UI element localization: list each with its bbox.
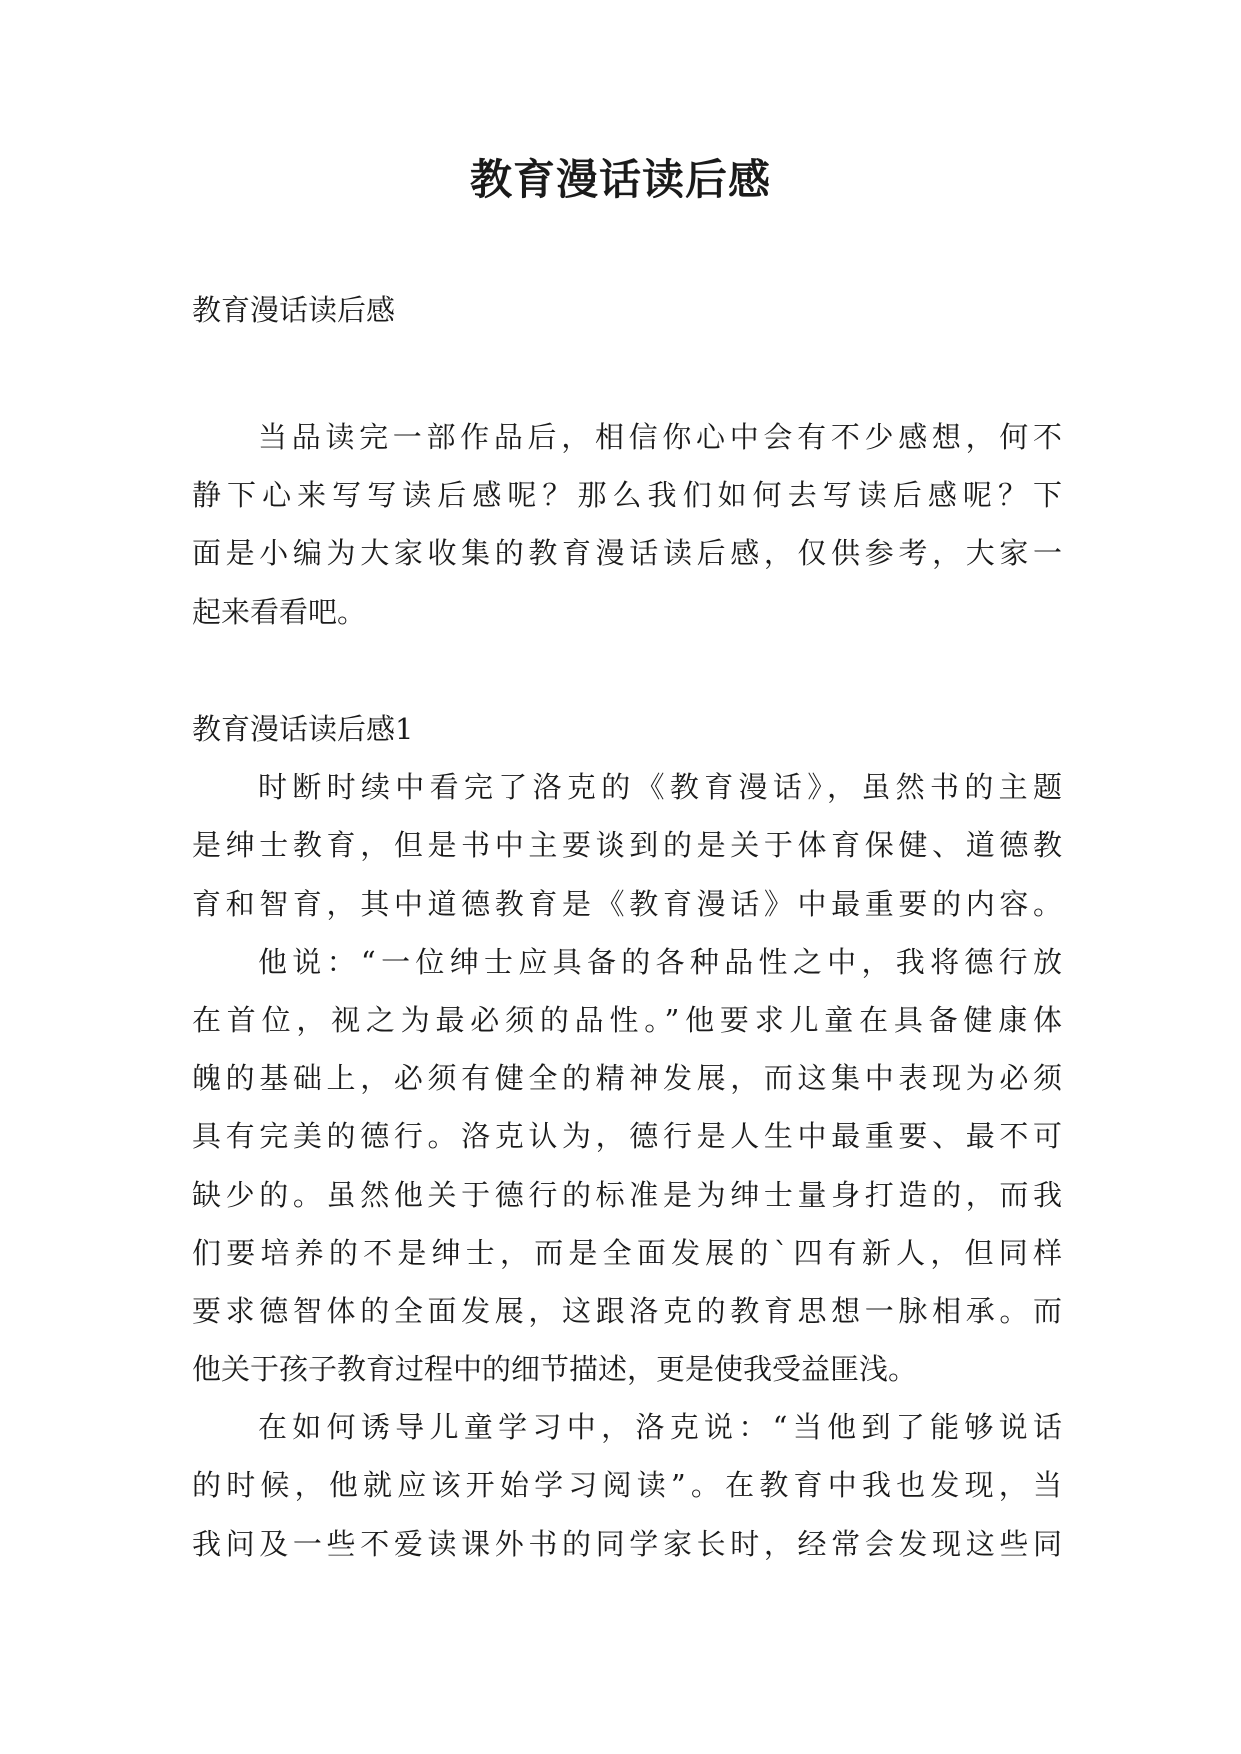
body-line: 在如何诱导儿童学习中，洛克说：“当他到了能够说话 — [258, 1410, 1062, 1445]
body-line: 育和智育，其中道德教育是《教育漫话》中最重要的内容。 — [192, 886, 1062, 921]
section-heading: 教育漫话读后感1 — [192, 712, 414, 746]
body-line: 魄的基础上，必须有健全的精神发展，而这集中表现为必须 — [192, 1061, 1062, 1096]
section-1 — [192, 700, 1062, 1573]
intro-line: 起来看看吧。 — [192, 594, 367, 629]
intro-line: 当品读完一部作品后，相信你心中会有不少感想，何不 — [258, 420, 1062, 454]
body-line: 时断时续中看完了洛克的《教育漫话》，虽然书的主题 — [258, 770, 1062, 805]
document-subtitle: 教育漫话读后感 — [192, 293, 396, 327]
page-title: 教育漫话读后感 — [469, 155, 771, 204]
body-line: 在首位，视之为最必须的品性。”他要求儿童在具备健康体 — [192, 1002, 1062, 1037]
intro-paragraph — [192, 408, 1062, 641]
body-line: 的时候，他就应该开始学习阅读”。在教育中我也发现，当 — [192, 1468, 1062, 1503]
body-line: 我问及一些不爱读课外书的同学家长时，经常会发现这些同 — [192, 1526, 1062, 1561]
body-line: 他说：“一位绅士应具备的各种品性之中，我将德行放 — [258, 944, 1062, 979]
body-line: 他关于孩子教育过程中的细节描述，更是使我受益匪浅。 — [192, 1352, 918, 1387]
intro-line: 静下心来写写读后感呢？那么我们如何去写读后感呢？下 — [192, 478, 1062, 513]
body-line: 具有完美的德行。洛克认为，德行是人生中最重要、最不可 — [192, 1119, 1062, 1154]
body-line: 要求德智体的全面发展，这跟洛克的教育思想一脉相承。而 — [192, 1293, 1062, 1328]
body-line: 是绅士教育，但是书中主要谈到的是关于体育保健、道德教 — [192, 828, 1062, 863]
intro-line: 面是小编为大家收集的教育漫话读后感，仅供参考，大家一 — [192, 536, 1062, 571]
body-line: 们要培养的不是绅士，而是全面发展的`四有新人，但同样 — [192, 1235, 1062, 1270]
body-line: 缺少的。虽然他关于德行的标准是为绅士量身打造的，而我 — [192, 1177, 1062, 1212]
